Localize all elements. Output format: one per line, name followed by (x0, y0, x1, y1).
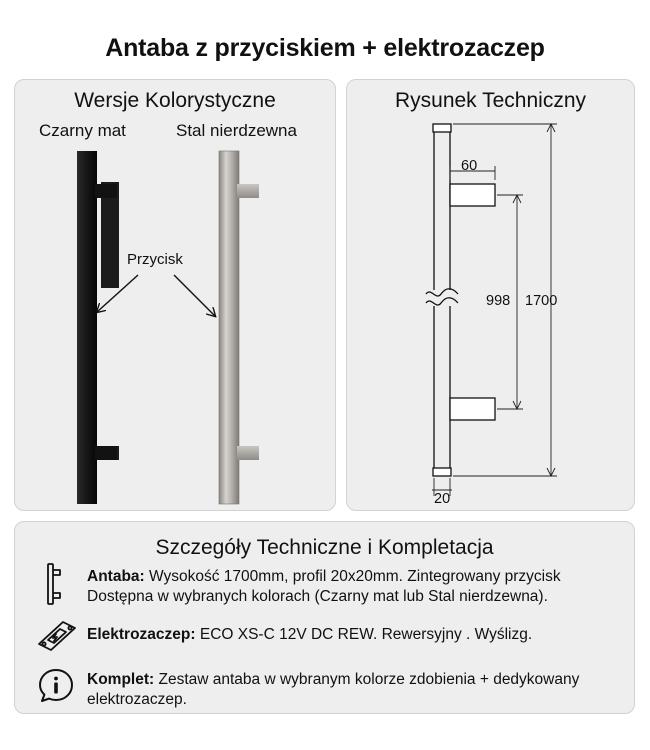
detail-label-handle: Antaba: (87, 568, 145, 585)
page-title: Antaba z przyciskiem + elektrozaczep (105, 34, 545, 62)
color-versions-panel (14, 79, 336, 511)
detail-text-handle: Wysokość 1700mm, profil 20x20mm. Zintegrowany przycisk Dostępna w wybranych kolorach (Czarny mat lub Stal nierdzewna). (87, 568, 561, 605)
detail-text-set: Zestaw antaba w wybranym kolorze zdobienia + dedykowany elektrozaczep. (87, 671, 580, 708)
technical-details-title: Szczegóły Techniczne i Kompletacja (155, 536, 494, 559)
handles-illustration (15, 80, 337, 512)
color-versions-title: Wersje Kolorystyczne (74, 89, 276, 112)
detail-item-strike (87, 625, 627, 645)
electric-strike-icon (35, 618, 79, 654)
button-arrow-steel (174, 275, 215, 316)
dimension-profile-width: 20 (434, 491, 451, 507)
detail-text-strike: ECO XS-C 12V DC REW. Rewersyjny . Wyślizg. (199, 626, 533, 643)
black-handle (77, 151, 119, 504)
variant-label-black: Czarny mat (39, 121, 126, 140)
detail-item-handle (87, 567, 627, 607)
dimension-total-height: 1700 (525, 293, 558, 309)
dimension-bracket-spacing: 998 (486, 293, 511, 309)
handle-icon (43, 562, 65, 606)
info-icon (37, 667, 75, 705)
detail-item-set (87, 670, 627, 710)
detail-label-strike: Elektrozaczep: (87, 626, 196, 643)
technical-details-panel (14, 521, 635, 714)
technical-drawing-title: Rysunek Techniczny (394, 89, 587, 112)
dimension-bracket-depth: 60 (461, 158, 478, 174)
button-label: Przycisk (127, 251, 183, 268)
steel-handle (219, 151, 259, 504)
variant-label-steel: Stal nierdzewna (176, 121, 297, 140)
technical-drawing-panel (346, 79, 635, 511)
detail-label-set: Komplet: (87, 671, 155, 688)
